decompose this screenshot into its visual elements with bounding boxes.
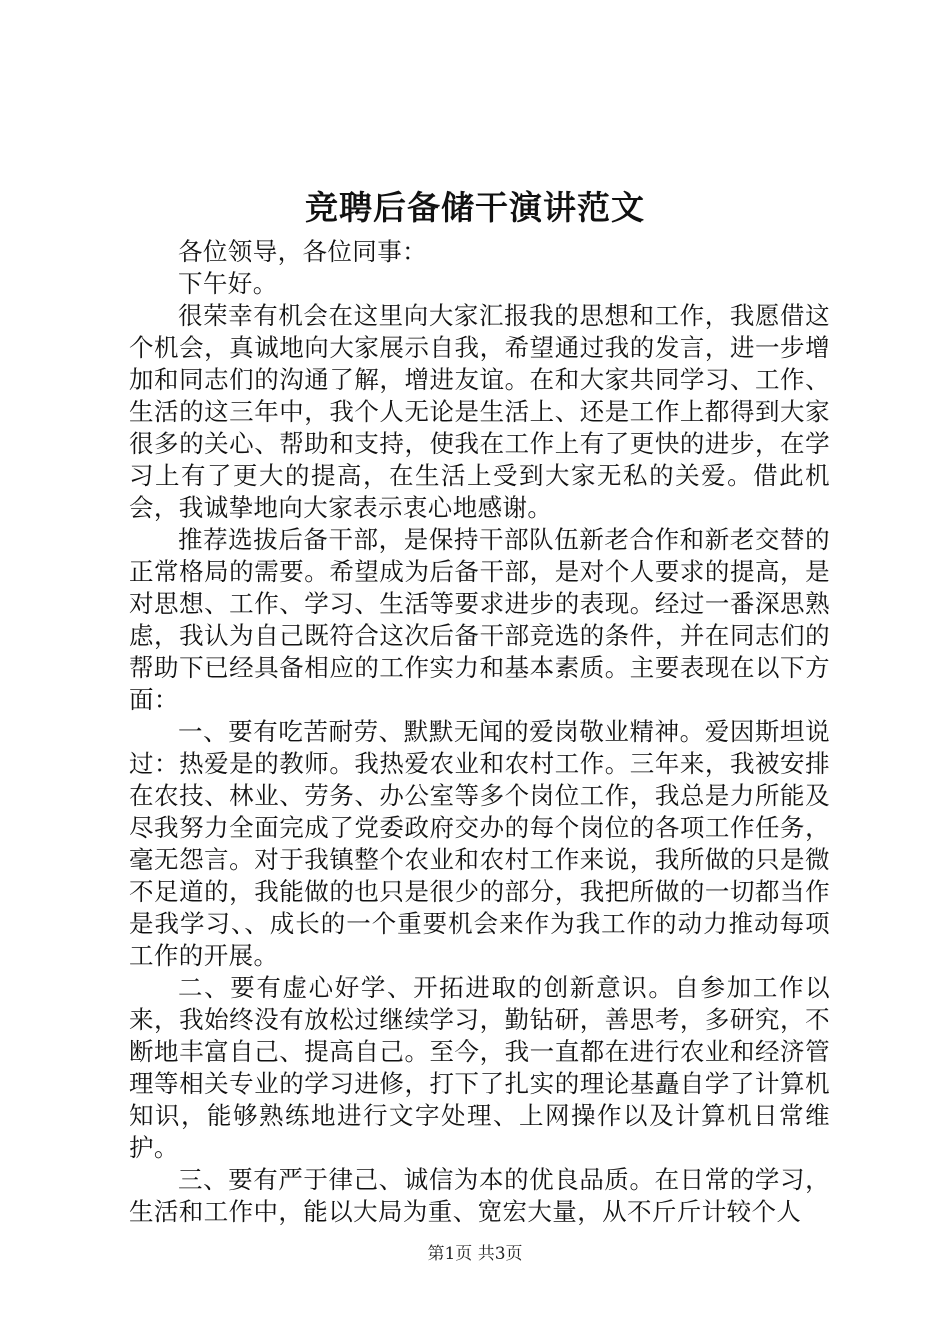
document-title: 竞聘后备储干演讲范文 [305,188,645,227]
paragraph-greeting: 下午好。 [178,269,278,298]
page-number-footer: 第1页 共3页 [427,1244,523,1264]
paragraph-point-three: 三、要有严于律己、诚信为本的优良品质。在日常的学习，生活和工作中，能以大局为重、宽宏大量，从不斤斤计较个人 [129,1165,830,1226]
paragraph-point-one: 一、要有吃苦耐劳、默默无闻的爱岗敬业精神。爱因斯坦说过：热爱是的教师。我热爱农业和农村工作。三年来，我被安排在农技、林业、劳务、办公室等多个岗位工作，我总是力所能及尽我努力全面完成了党委政府交办的每个岗位的各项工作任务，毫无怨言。对于我镇整个农业和农村工作来说，我所做的只是微不足道的，我能做的也只是很少的部分，我把所做的一切都当作是我学习、、成长的一个重要机会来作为我工作的动力推动每项工作的开展。 [129,717,830,970]
document-body [129,236,830,1228]
paragraph-motivation: 推荐选拔后备干部，是保持干部队伍新老合作和新老交替的正常格局的需要。希望成为后备干部，是对个人要求的提高，是对思想、工作、学习、生活等要求进步的表现。经过一番深思熟虑，我认为自己既符合这次后备干部竞选的条件，并在同志们的帮助下已经具备相应的工作实力和基本素质。主要表现在以下方面： [129,525,830,714]
paragraph-salutation: 各位领导，各位同事： [178,237,427,266]
paragraph-point-two: 二、要有虚心好学、开拓进取的创新意识。自参加工作以来，我始终没有放松过继续学习，勤钻研，善思考，多研究，不断地丰富自己、提高自己。至今，我一直都在进行农业和经济管理等相关专业的学习进修，打下了扎实的理论基矗自学了计算机知识，能够熟练地进行文字处理、上网操作以及计算机日常维护。 [129,973,830,1162]
paragraph-introduction: 很荣幸有机会在这里向大家汇报我的思想和工作，我愿借这个机会，真诚地向大家展示自我，希望通过我的发言，进一步增加和同志们的沟通了解，增进友谊。在和大家共同学习、工作、生活的这三年中，我个人无论是生活上、还是工作上都得到大家很多的关心、帮助和支持，使我在工作上有了更快的进步，在学习上有了更大的提高，在生活上受到大家无私的关爱。借此机会，我诚挚地向大家表示衷心地感谢。 [129,301,830,522]
